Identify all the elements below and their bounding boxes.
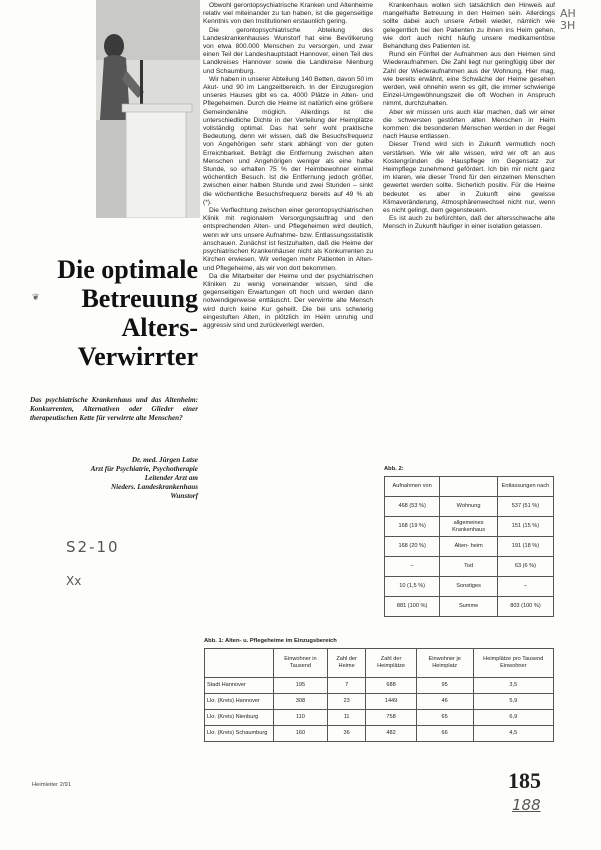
speaker-photo (96, 0, 200, 218)
table-row: 10 (1,5 %) Sonstiges – (385, 577, 554, 597)
author-block: Dr. med. Jürgen Latse Arzt für Psychiatrie, Psychotherapie Leitender Arzt am Nieders. Landeskrankenhaus Wunstorf (90, 456, 198, 500)
table-row: Stadt Hannover 195 7 688 95 3,5 (205, 678, 554, 694)
article-title: Die optimale Betreuung Alters- Verwirrter (57, 255, 198, 371)
article-lead: Das psychiatrische Krankenhaus und das Altenheim: Konkurrenten, Alternativen oder Glieder einer therapeutischen Kette für verwirrte alte Menschen? (30, 396, 198, 422)
admission-discharge-table (384, 476, 554, 617)
table-row: 168 (20 %) Alten- heim 191 (18 %) (385, 537, 554, 557)
nursing-homes-table: Einwohner in Tausend Zahl der Heime Zahl der Heimplätze Einwohner je Heimplatz Heimplätze pro Tausend Einwohner Stadt Hannover 195 7 688 95 3,5 Lkr. (Kreis) Hannover 308 23 1449 46 5,9 Lkr. (Kreis) Nienburg 110 11 758 65 6,9 Lkr. (Kreis) Schaumburg 160 36 482 66 4,5 (204, 648, 554, 742)
handwritten-code: S2-10 (66, 538, 120, 556)
table-row: Lkr. (Kreis) Hannover 308 23 1449 46 5,9 (205, 694, 554, 710)
table-row: Lkr. (Kreis) Schaumburg 160 36 482 66 4,5 (205, 726, 554, 742)
page-number: 185 (508, 768, 541, 793)
source-label: Heimleiter 2/91 (32, 782, 71, 788)
table1-caption: Abb. 1: Alten- u. Pflegeheime im Einzugsbereich (204, 638, 337, 644)
table2-caption: Abb. 2: (384, 466, 404, 472)
handwritten-top-right: AH 3H (560, 7, 576, 32)
table-row: 168 (19 %) allgemeines Krankenhaus 151 (15 %) (385, 517, 554, 537)
table-row: 881 (100 %) Summe 803 (100 %) (385, 597, 554, 617)
table-row: – Tod 63 (6 %) (385, 557, 554, 577)
right-column: Krankenhaus wollen sich tatsächlich den Hinweis auf mangelhafte Betreuung in den Heimen sein. Allerdings sollte dabei auch unsere Arbeit wieder, nämlich wie gelegentlich bei den Patienten zu ihnen ins Heim gehen, wie dort auch nicht häufig unsere medikamentöse Behandlung des Patienten ist. Rund ein Fünftel der Aufnahmen aus den Heimen sind Wiederaufnahmen. Die Zahl liegt nur geringfügig über der Zahl der Wiederaufnahmen aus der Wohnung. Hier mag, wie bereits erwähnt, eine Schwäche der Heime gesehen werden, weil ohnehin wenn es gilt, die immer schwierige Einzel-Umgewöhnungszeit die oft Wochen in Anspruch nimmt, durchzuhalten. Aber wir müssen uns auch klar machen, daß wir einer die schwersten gestörten alten Menschen in Heim kommen: die besonderen Menschen werden in der Regel nach Hause entlassen. Dieser Trend wird sich in Zukunft vermutlich noch verstärken. Wie wir alle wissen, wird wir oft an aus Kostengründen die Hauspflege im Gegensatz zur Heimpflege zunehmend gefördert. Ich bin mir nicht ganz im klaren, wie dieser Trend für den einzelnen Menschen gewertet werden sollte. Sicherlich positiv. Für die Heime bedeutet es aber in Zukunft eine gewisse Klimaveränderung, Atmosphärenwechsel nicht nur, wenn es nicht gelingt, dem gegensteuern. Es ist auch zu befürchten, daß der altersschwache alte Mensch in Zukunft häufiger in einer isolation gelassen. (383, 2, 555, 231)
handwritten-page-number: 188 (512, 796, 541, 814)
handwritten-mark: Xx (66, 574, 82, 588)
table-row: Lkr. (Kreis) Nienburg 110 11 758 65 6,9 (205, 710, 554, 726)
table2-header-right: Entlassungen nach (497, 477, 553, 497)
table-row: 468 (53 %) Wohnung 537 (51 %) (385, 497, 554, 517)
bullet-mark: ❦ (32, 292, 40, 302)
middle-column: Obwohl gerontopsychiatrische Kranken und Altenheime relativ viel miteinander zu tun haben, ist die gegenseitige Kenntnis von den Institutionen erstaunlich gering. Die gerontopsychiatrische Abteilung des Landeskrankenhauses Wunstorf hat eine Bevölkerung von etwa 800.000 Menschen zu versorgen, und zwar einen Teil der Landeshauptstadt Hannover, einen Teil des Landkreises Hannover sowie die Landkreise Nienburg und Schaumburg. Wir haben in unserer Abteilung 140 Betten, davon 50 im Akut- und 90 im Langzeitbereich. In der Einzugsregion unseres Hauses gibt es ca. 4000 Plätze in Alten- und Pflegeheimen. Durch die Heime ist natürlich eine größere Gemeindenähe möglich. Allerdings ist die unterschiedliche Dichte in der Verteilung der Heimplätze vollständig optimal. Das hat sehr wohl praktische Bedeutung, denn wir wissen, daß die Besuchsfrequenz von Angehörigen sehr stark abhängt von der guten Erreichbarkeit. Beträgt die Entfernung zwischen alten Menschen und Angehörigen weniger als eine halbe Stunde, so erhalten 75 % der Heimbewohner einmal wöchentlich Besuch. Ist die Entfernung jedoch größer, zwischen einer halben Stunde und zwei Stunden – sinkt die wöchentliche Besuchsfrequenz bereits auf 49 % ab (*). Die Verflechtung zwischen einer gerontopsychiatrischen Klinik mit regionalem Versorgungsauftrag und den entsprechenden Alten- und Pflegeheimen wird deutlich, wenn wir uns unsere Aufnahme- bzw. Entlassungsstatistik anschauen. Zunächst ist festzuhalten, daß die Heime der psychiatrischen Krankenhäuser nicht als Konkurrenten zu Kirchen erwiesen. Wir verlegen mehr Patienten in Alten- und Pflegeheime, als wir von dort bekommen. Da die Mitarbeiter der Heime und der psychiatrischen Kliniken zu wenig voneinander wissen, sind die gegenseitigen Erwartungen oft hoch und werden dann notwendigerweise enttäuscht. Der verwirrte alte Mensch wird durch keine Kur geheilt. Die bei uns schwierig eingestuften Alten, in plötzlich im Heim unruhig und aggressiv sind und zurückverlegt werden. (203, 2, 373, 329)
table2-header-left: Aufnahmen von (385, 477, 440, 497)
